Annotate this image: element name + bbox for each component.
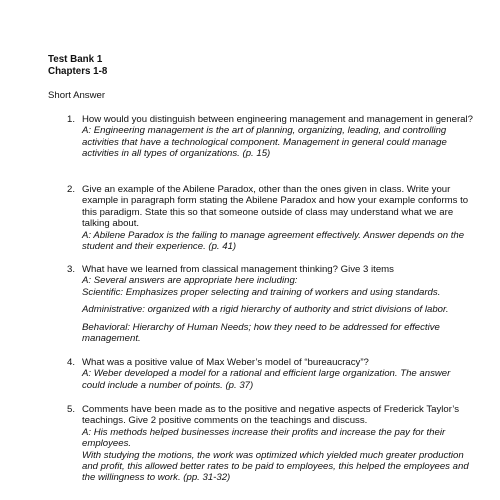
question-text: Comments have been made as to the positive and negative aspects of Frederick Taylor’s teachings. Give 2 positive comments on the teachings and discuss.	[82, 404, 460, 427]
answer-text: With studying the motions, the work was optimized which yielded much greater production and profit, this allowed better rates to be paid to employees, this helped the employees and the willingness to work. (pp. 31-32)	[82, 449, 469, 484]
question-item	[82, 404, 474, 484]
document-chapters: Chapters 1-8	[48, 66, 108, 77]
question-number: 2.	[67, 184, 76, 195]
question-item	[82, 357, 474, 391]
answer-text: Administrative: organized with a rigid hierarchy of authority and strict divisions of labor.	[82, 304, 449, 316]
answer-text: A: Several answers are appropriate here including:	[82, 275, 298, 287]
answer-text: A: Weber developed a model for a rational and efficient large organization. The answer could include a number of points. (p. 37)	[82, 368, 451, 391]
question-text: What was a positive value of Max Weber’s model of “bureaucracy”?	[82, 357, 369, 368]
question-number: 5.	[67, 404, 76, 415]
answer-text: A: Engineering management is the art of planning, organizing, leading, and controlling activities that have a technological component. Management in general could manage activities in all types of organizations. (p. 15)	[82, 125, 447, 160]
answer-text: Behavioral: Hierarchy of Human Needs; how they need to be addressed for effective management.	[82, 321, 440, 345]
question-text: How would you distinguish between engineering management and management in general?	[82, 114, 473, 125]
answer-text: A: Abilene Paradox is the failing to manage agreement effectively. Answer depends on the student and their experience. (p. 41)	[82, 229, 465, 253]
question-item	[82, 114, 474, 160]
question-text: What have we learned from classical management thinking? Give 3 items	[82, 264, 394, 275]
question-item	[82, 264, 474, 344]
question-number: 1.	[67, 114, 76, 125]
question-number: 3.	[67, 264, 76, 275]
document-title: Test Bank 1	[48, 54, 103, 65]
answer-text: A: His methods helped businesses increase their profits and increase the pay for their employees.	[82, 426, 446, 450]
section-label: Short Answer	[48, 90, 106, 101]
answer-text: Scientific: Emphasizes proper selecting and training of workers and using standards.	[82, 286, 441, 298]
question-text: Give an example of the Abilene Paradox, other than the ones given in class. Write your example in paragraph form stating the Abilene Paradox and how your example conforms to this paradigm. State this so that someone outside of class may understand what we are talking about.	[82, 184, 469, 230]
question-number: 4.	[67, 357, 76, 368]
question-item	[82, 184, 474, 252]
